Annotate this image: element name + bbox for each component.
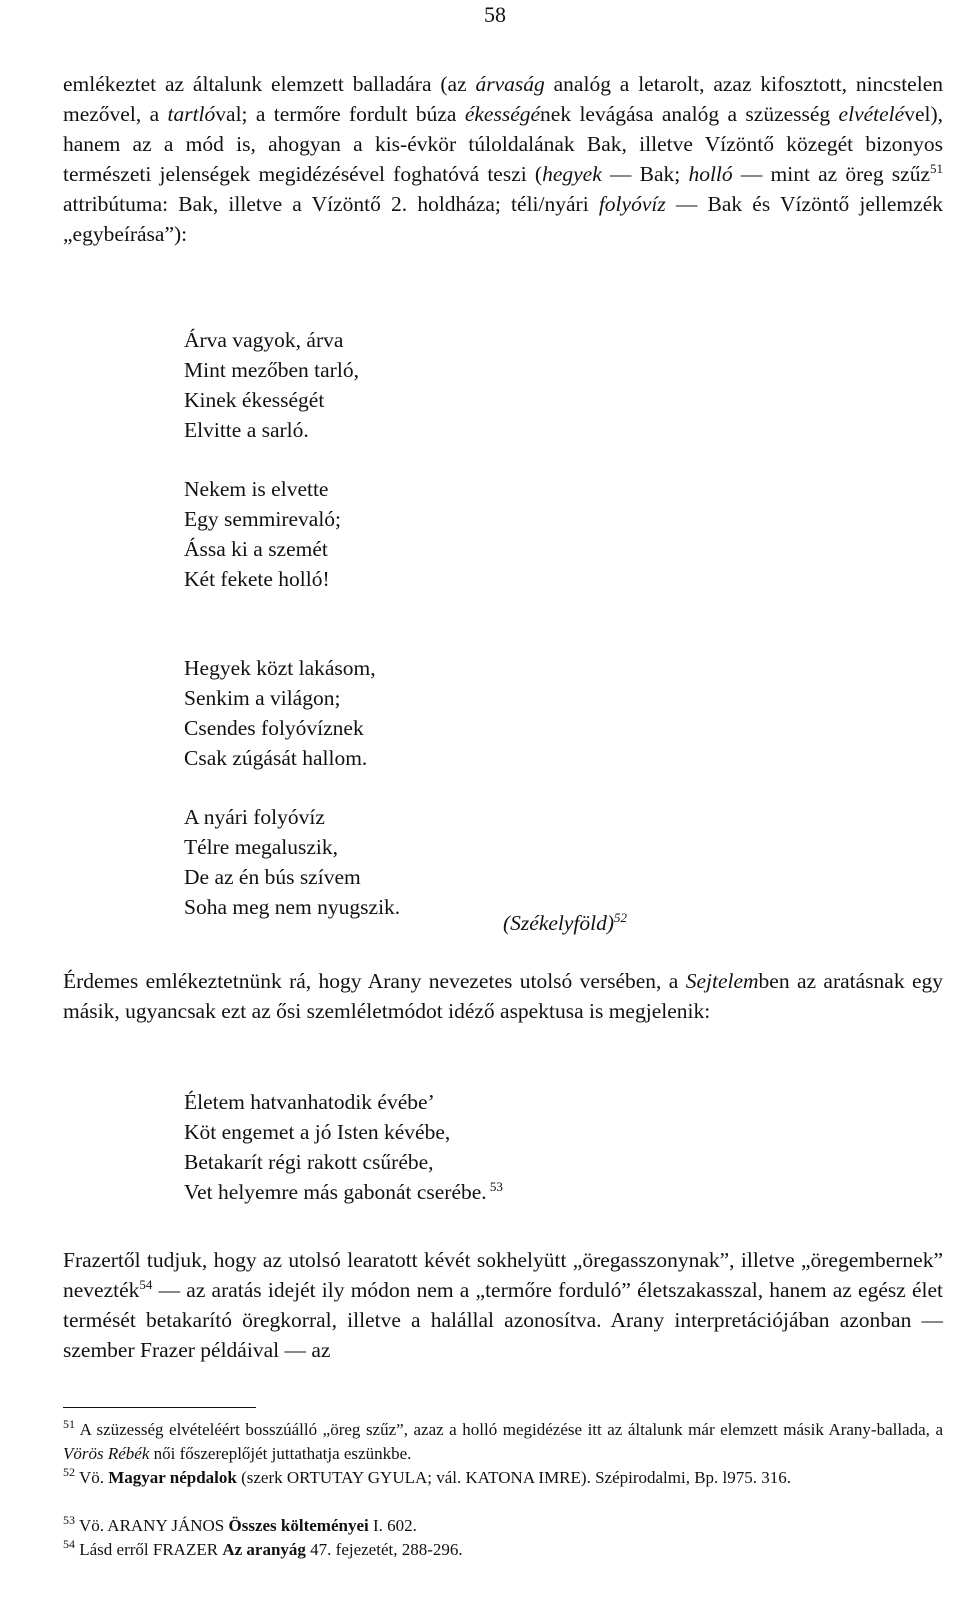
footnote-51-italic: Vörös Rébék <box>63 1444 150 1463</box>
poem-line: Hegyek közt lakásom, <box>184 656 376 680</box>
poem-line: Télre megaluszik, <box>184 835 339 859</box>
poem-stanza <box>184 325 400 445</box>
poem-line: Köt engemet a jó Isten kévébe, <box>184 1120 451 1144</box>
paragraph-1-text: — Bak és Vízöntő jellemzék „egybeírása”): <box>63 192 943 246</box>
footnote-52-text: (szerk ORTUTAY GYULA; vál. KATONA IMRE). Szépirodalmi, Bp. l975. 316. <box>236 1468 792 1487</box>
arany-poem-excerpt <box>184 1087 503 1207</box>
paragraph-1-text: attribútuma: Bak, illetve a Vízöntő 2. holdháza; téli/nyári <box>63 192 599 216</box>
body-paragraph-2 <box>63 966 943 1026</box>
paragraph-1-text: — mint az öreg szűz <box>732 162 930 186</box>
paragraph-2-italic: Sejtelem <box>685 969 759 993</box>
body-paragraph-1 <box>63 69 943 249</box>
footnote-number: 54 <box>63 1537 75 1551</box>
footnote-54 <box>63 1538 943 1562</box>
poem-stanza <box>184 802 400 922</box>
paragraph-1-text: emlékeztet az általunk elemzett balladára (az <box>63 72 476 96</box>
poem-line: Egy semmirevaló; <box>184 507 342 531</box>
footnote-51-text: női főszereplőjét juttathatja eszünkbe. <box>149 1444 412 1463</box>
poem-stanza <box>184 474 400 594</box>
body-paragraph-3 <box>63 1245 943 1365</box>
paragraph-1-text: val; a termőre fordult búza <box>215 102 465 126</box>
poem-line: Ássa ki a szemét <box>184 537 328 561</box>
footnote-number: 51 <box>63 1417 75 1431</box>
footnote-ref-53[interactable]: 53 <box>486 1179 503 1194</box>
footnote-53 <box>63 1514 943 1538</box>
footnote-53-text: Vö. ARANY JÁNOS <box>78 1516 229 1535</box>
footnote-54-text: Lásd erről FRAZER <box>79 1540 223 1559</box>
poem-line: De az én bús szívem <box>184 865 361 889</box>
poem-line: Csendes folyóvíznek <box>184 716 364 740</box>
footnote-52 <box>63 1466 943 1490</box>
poem-source-label: (Székelyföld) <box>503 911 615 935</box>
paragraph-3-text: — az aratás idejét ily módon nem a „termőre forduló” életszakasszal, hanem az egész élet termését betakarító öregkorral, illetve a halállal azonosítva. Arany interpretációjában azonban — szember Frazer példáival — az <box>63 1278 943 1362</box>
footnote-54-bold: Az aranyág <box>222 1540 306 1559</box>
poem-line: Mint mezőben tarló, <box>184 358 359 382</box>
poem-line: Vet helyemre más gabonát cserébe. $^{53}$ <box>184 1179 503 1204</box>
poem-source <box>503 908 627 938</box>
paragraph-1-italic: tartló <box>167 102 216 126</box>
poem-line: Kinek ékességét <box>184 388 325 412</box>
paragraph-1-text: nek levágása analóg a szüzesség <box>540 102 839 126</box>
poem-line: Csak zúgását hallom. <box>184 746 368 770</box>
poem-line: Árva vagyok, árva <box>184 328 344 352</box>
paragraph-1-italic: holló <box>688 162 733 186</box>
paragraph-1-text: — Bak; <box>601 162 689 186</box>
footnote-ref-52[interactable]: 52 <box>614 910 628 925</box>
footnote-51-text: A szüzesség elvételéért bosszúálló „öreg szűz”, azaz a holló megidézése itt az általunk már elemzett másik Arany-ballada, a <box>79 1420 944 1439</box>
poem-line: Elvitte a sarló. <box>184 418 309 442</box>
footnote-number: 53 <box>63 1513 75 1527</box>
paragraph-1-italic: folyóvíz <box>598 192 666 216</box>
paragraph-1-text: analóg a letarolt, azaz kifosztott, nincstelen mezővel, a <box>63 72 943 126</box>
footnote-51 <box>63 1418 943 1466</box>
paragraph-1-text: vel), hanem az a mód is, ahogyan a kis-évkör túloldalának Bak, illetve Vízöntő közegét bizonyos természeti jelenségek megidézésével foghatóvá teszi ( <box>63 102 943 186</box>
footnote-ref-51[interactable]: 51 <box>930 161 943 176</box>
footnote-separator <box>63 1407 256 1408</box>
folk-song-poem <box>184 325 400 951</box>
footnote-ref-54[interactable]: 54 <box>139 1277 153 1292</box>
poem-line: Senkim a világon; <box>184 686 341 710</box>
poem-line: Két fekete holló! <box>184 567 330 591</box>
footnote-52-bold: Magyar népdalok <box>108 1468 237 1487</box>
footnote-53-bold: Összes költeményei <box>228 1516 369 1535</box>
footnote-53-text: I. 602. <box>368 1516 417 1535</box>
poem-line: Életem hatvanhatodik évébe’ <box>184 1090 435 1114</box>
footnote-54-text: 47. fejezetét, 288-296. <box>305 1540 463 1559</box>
paragraph-1-italic: hegyek <box>542 162 602 186</box>
paragraph-1-italic: ékességé <box>464 102 541 126</box>
poem-line: A nyári folyóvíz <box>184 805 325 829</box>
paragraph-1-italic: elvételé <box>838 102 905 126</box>
paragraph-3-text: Frazertől tudjuk, hogy az utolsó learatott kévét sokhelyütt „öregasszonynak”, illetve „öregembernek” nevezték <box>63 1248 943 1302</box>
paragraph-1-italic: árvaság <box>475 72 545 96</box>
poem-line: Nekem is elvette <box>184 477 329 501</box>
poem-line: Soha meg nem nyugszik. <box>184 895 401 919</box>
poem-line: Betakarít régi rakott csűrébe, <box>184 1150 434 1174</box>
footnote-52-text: Vö. <box>78 1468 109 1487</box>
paragraph-2-text: ben az aratásnak egy másik, ugyancsak ezt az ősi szemléletmódot idéző aspektusa is megjelenik: <box>63 969 943 1023</box>
poem-stanza <box>184 653 400 773</box>
page-number: 58 <box>484 2 506 27</box>
footnote-number: 52 <box>63 1465 75 1479</box>
paragraph-2-text: Érdemes emlékeztetnünk rá, hogy Arany nevezetes utolsó versében, a <box>63 969 686 993</box>
